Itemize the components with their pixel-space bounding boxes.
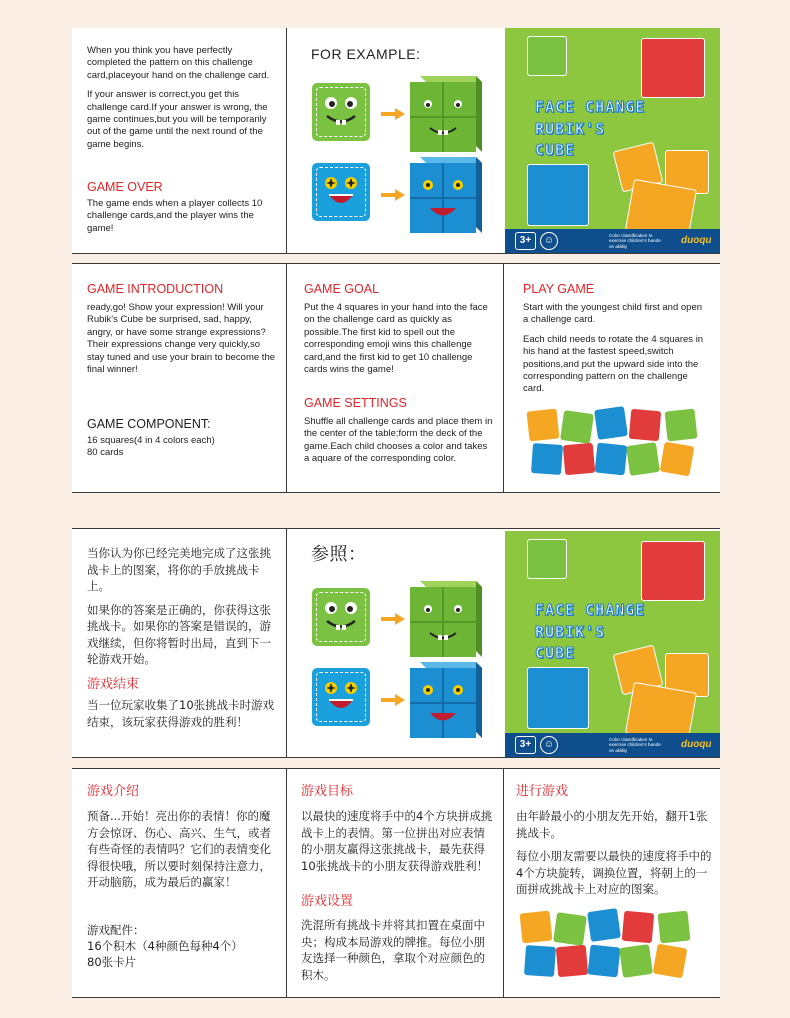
goal-text: Put the 4 squares in your hand into the face on the challenge card as quickly as possible.The first kid to spell out the corresponding emoji wins this challenge card,and the first kid to get 10 challenge cards wins the game!	[304, 302, 488, 376]
blue-cube-icon	[406, 153, 484, 235]
cover-title-line-3: CUBE	[535, 644, 576, 662]
divider	[72, 997, 720, 998]
orange-arrow-icon	[381, 693, 405, 705]
square-red-icon	[641, 38, 705, 98]
square-blue-icon	[527, 667, 589, 729]
settings-text: Shuffle all challenge cards and place them in the center of the table;form the deck of the game.Each child chooses a color and takes a aquare of the corresponding color.	[304, 416, 493, 465]
play-paragraph-1: Start with the youngest child first and open a challenge card.	[523, 302, 703, 326]
play-heading-zh: 进行游戏	[516, 784, 569, 799]
squares-illustration	[519, 908, 699, 980]
divider	[72, 263, 720, 264]
divider	[72, 757, 720, 758]
goal-text-zh: 以最快的速度将手中的4个方块拼成挑战卡上的表情。第一位拼出对应表情的小朋友赢得这张挑战卡，最先获得10张挑战卡的小朋友获得游戏胜利！	[301, 809, 493, 873]
divider	[286, 528, 287, 757]
settings-text-zh: 洗混所有挑战卡并将其扣置在桌面中央；构成本局游戏的牌推。每位小朋友选择一种颜色，拿取个对应颜色的积木。	[301, 918, 485, 982]
intro-heading-zh: 游戏介绍	[87, 784, 140, 799]
square-green-icon	[527, 539, 567, 579]
play-paragraph-2-zh: 每位小朋友需要以最快的速度将手中的4个方块旋转，调换位置，将朝上的一面拼成挑战卡上对应的图案。	[516, 849, 712, 896]
cover-title-line-1: FACE CHANGE	[535, 601, 646, 619]
game-over-heading: GAME OVER	[87, 180, 163, 194]
cover-tagline: Color classification to exercise children's hands-on ability	[609, 737, 662, 753]
face-card-green-icon	[312, 83, 370, 141]
divider	[72, 492, 720, 493]
divider	[503, 263, 504, 492]
cover-title-line-1: FACE CHANGE	[535, 98, 646, 116]
game-over-text-zh: 当一位玩家收集了10张挑战卡时游戏结束，该玩家获得游戏的胜利！	[87, 698, 275, 729]
cover-title-line-2: RUBIK'S	[535, 623, 606, 641]
example-label-zh: 参照：	[311, 544, 367, 565]
intro-text: ready,go! Show your expression! Will your Rubik's Cube be surprised, sad, happy, angry, or have some strange expressions? Their expressions change very quickly,so stay tuned and use your brain to become the final winner!	[87, 302, 276, 376]
divider	[72, 253, 720, 254]
divider	[503, 768, 504, 997]
squares-illustration	[526, 406, 706, 476]
component-heading: GAME COMPONENT:	[87, 417, 211, 431]
square-green-icon	[527, 36, 567, 76]
challenge-paragraph: When you think you have perfectly completed the pattern on this challenge card,placeyour hand on the challenge card.	[87, 45, 270, 81]
age-badge: 3+	[515, 736, 536, 754]
blue-cube-icon	[406, 658, 484, 740]
component-text-1-zh: 16个积木（4种颜色每种4个）	[87, 939, 243, 953]
goal-heading-zh: 游戏目标	[301, 784, 354, 799]
kid-face-icon: ☺	[540, 736, 558, 754]
component-text-2: 80 cards	[87, 447, 124, 458]
game-over-heading-zh: 游戏结束	[87, 677, 140, 692]
divider	[286, 768, 287, 997]
divider	[72, 528, 720, 529]
challenge-paragraph-zh: 当你认为你已经完美地完成了这张挑战卡上的图案，将你的手放挑战卡上。	[87, 546, 271, 593]
intro-text-zh: 预备...开始！亮出你的表情！你的魔方会惊讶、伤心、高兴、生气，或者有些奇怪的表情吗？它们的表情变化得很快哦，所以要时刻保持注意力，开动脑筋，成为最后的赢家！	[87, 809, 271, 889]
green-cube-icon	[406, 577, 484, 659]
challenge-text	[87, 45, 277, 158]
play-paragraph-2: Each child needs to rotate the 4 squares in his hand at the fastest speed,switch positions,and put the upward side into the corresponding pattern on the challenge card.	[523, 333, 704, 395]
brand-logo: duoqu	[681, 235, 712, 246]
age-badge: 3+	[515, 232, 536, 250]
cover-bottom-bar	[505, 229, 720, 253]
cover-bottom-bar	[505, 733, 720, 757]
play-text-zh	[516, 808, 712, 905]
face-card-blue-icon	[312, 668, 370, 726]
challenge-text-zh	[87, 545, 277, 675]
settings-heading-zh: 游戏设置	[301, 894, 354, 909]
component-text-2-zh: 80张卡片	[87, 955, 137, 969]
kid-face-icon: ☺	[540, 232, 558, 250]
intro-heading: GAME INTRODUCTION	[87, 282, 224, 296]
face-card-green-icon	[312, 588, 370, 646]
square-red-icon	[641, 541, 705, 601]
orange-arrow-icon	[381, 107, 405, 119]
component-text-1: 16 squares(4 in 4 colors each)	[87, 435, 215, 446]
settings-heading: GAME SETTINGS	[304, 396, 407, 410]
divider	[72, 768, 720, 769]
play-text	[523, 302, 708, 403]
square-blue-icon	[527, 164, 589, 226]
cover-title-line-3: CUBE	[535, 141, 576, 159]
goal-heading: GAME GOAL	[304, 282, 380, 296]
cover-title-line-2: RUBIK'S	[535, 120, 606, 138]
orange-arrow-icon	[381, 612, 405, 624]
divider	[286, 28, 287, 253]
play-paragraph-1-zh: 由年龄最小的小朋友先开始，翻开1张挑战卡。	[516, 809, 708, 840]
game-over-text: The game ends when a player collects 10 challenge cards,and the player wins the game!	[87, 198, 263, 234]
green-cube-icon	[406, 72, 484, 154]
brand-logo: duoqu	[681, 739, 712, 750]
divider	[286, 263, 287, 492]
product-cover	[505, 531, 720, 757]
orange-arrow-icon	[381, 188, 405, 200]
product-cover	[505, 28, 720, 253]
answer-paragraph-zh: 如果你的答案是正确的，你获得这张挑战卡。如果你的答案是错误的，游戏继续，但你将暂时出局，直到下一轮游戏开始。	[87, 602, 271, 666]
face-card-blue-icon	[312, 163, 370, 221]
example-label: FOR EXAMPLE:	[311, 46, 421, 62]
play-heading: PLAY GAME	[523, 282, 595, 296]
cover-tagline: Color classification to exercise children's hands-on ability	[609, 233, 662, 249]
answer-paragraph: If your answer is correct,you get this challenge card.If your answer is wrong, the game continues,but you will be temporarily out of the game until the next round of the game begins.	[87, 89, 268, 150]
component-heading-zh: 游戏配件：	[87, 923, 145, 937]
